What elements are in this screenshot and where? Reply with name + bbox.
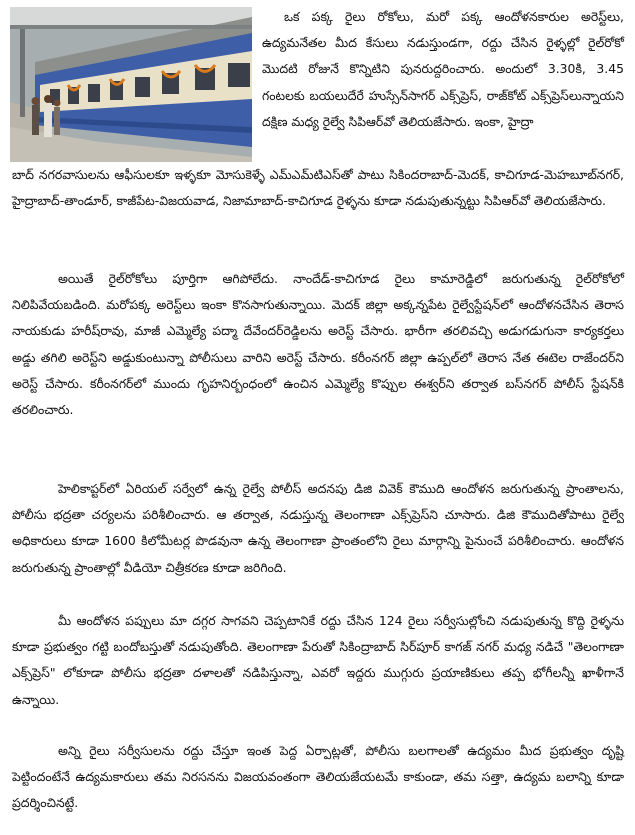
paragraph-2: అయితే రైల్‌రోకోలు పూర్తిగా ఆగిపోలేదు. నాందేడ్-కాచిగూడ రైలు కామారెడ్డిలో జరుగుతున్న రైల్‌రోకోలో నిలిపివేయబడింది. మరోపక్క అరెస్ట్‌లు ఇంకా కొనసాగుతున్నాయి. మెదక్ జిల్లా అక్కన్నపేట రైల్వేస్టేషన్‌లో ఆందోళనచేసిన తెరాస నాయకుడు హరీష్‌రావు, మాజీ ఎమ్మెల్యే పద్మా దేవేందర్‌రెడ్డిలను అరెస్ట్ చేసారు. భారీగా తరలివచ్చి అడుగడుగునా కార్యకర్తలు అడ్డు తగిలి అరెస్ట్‌ని అడ్డుకుంటున్నా పోలీసులు వారిని అరెస్ట్ చేసారు. కరీంనగర్ జిల్లా ఉప్పల్‌లో తెరాస నేత ఈటెల రాజేందర్‌ని అరెస్ట్ చేసారు. కరీంనగర్‌లో ముందు గృహనిర్బంధంలో ఉంచిన ఎమ్మెల్యే కొప్పుల ఈశ్వర్‌ని తర్వాత బస్‌నగర్ పోలీస్ స్టేషన్‌కి తరలించారు. [12,271,624,418]
paragraph-3: హెలికాప్టర్‌లో ఏరియల్ సర్వేలో ఉన్న రైల్వే పోలీస్ అదనపు డిజి వివెక్ కౌముది ఆందోళన జరుగుతున్న ప్రాంతాలను, పోలీసు భద్రతా చర్యలను పరిశీలించారు. ఆ తర్వాత, నడుస్తున్న తెలంగాణా ఎక్స్‌ప్రెస్‌ని చూసారు. డిజి కౌముదితోపాటు రైల్వే అధికారులు కూడా 1600 కిలోమీటర్ల పొడవునా ఉన్న తెలంగాణా ప్రాంతంలోని రైలు మార్గాన్ని పైనుంచే పరిశీలించారు. ఆందోళన జరుగుతున్న ప్రాంతాల్లో వీడియో చిత్రీకరణ కూడా జరిగింది. [12,481,624,575]
train-at-station-icon [10,7,252,162]
paragraph-5: అన్ని రైలు సర్వీసులను రద్దు చేస్తూ ఇంత పెద్ద ఏర్పాట్లతో, పోలీసు బలగాలతో ఉద్యమం మీద ప్రభుత్వం దృష్టి పెట్టిందంటేనే ఉద్యమకారులు తమ నిరసనను విజయవంతంగా తెలియజేయటమే కాకుండా, తమ సత్తా, ఉద్యమ బలాన్ని కూడా ప్రదర్శించినట్టే. [12,743,624,811]
paragraph-4: మీ ఆందోళన పప్పులు మా దగ్గర సాగవని చెప్పటానికే రద్దు చేసిన 124 రైలు సర్వీసుల్లోంచి నడుపుతున్న కొద్ది రైళ్ళను కూడా ప్రభుత్వం గట్టి బందోబస్తుతో నడుపుతోంది. తెలంగాణా పేరుతో సికింద్రాబాద్ సిర్‌పూర్ కాగజ్ నగర్ మధ్య నడిచే "తెలంగాణా ఎక్స్‌ప్రెస్" లోకూడా పోలీసు భద్రతా దళాలతో నడిపిస్తున్నా, ఎవరో ఇద్దరు ముగ్గురు ప్రయాణికులు తప్ప భోగీలన్నీ ఖాళీగానే ఉన్నాయి. [12,613,624,707]
paragraph-1-bottom: బాద్ నగరవాసులను ఆఫీసులకూ ఇళ్ళకూ మోసుకెళ్ళే ఎమ్‌ఎమ్‌టిఎస్‌తో పాటు సికిందరాబాద్-మెదక్, కాచిగూడ-మెహబూబ్‌నగర్, హైద్రాబాద్-తాండూర్, కాజీపేట-విజయవాడ, నిజామాబాద్-కాచిగూడ రైళ్ళను కూడా నడుపుతున్నట్టు సిపిఆర్‌వో తెలియజేసారు. [12,167,624,209]
paragraph-1-top: ఒక పక్క రైలు రోకోలు, మరో పక్క ఆందోళనకారుల అరెస్ట్‌లు, ఉద్యమనేతల మీద కేసులు నడుస్తుండగా, రద్దు చేసిన రైళ్ళల్లో రైల్‌రోకో మొదటి రోజునే కొన్నిటిని పునరుద్దరించారు. అందులో 3.30కి, 3.45 గంటలకు బయలుదేరే హుస్సేన్‌సాగర్ ఎక్స్‌ప్రెస్, రాజ్‌కోట్ ఎక్స్‌ప్రెస్‌లున్నాయని దక్షిణ మధ్య రైల్వే సిపిఆర్‌వో తెలియజేసారు. ఇంకా, హైద్రా [262,9,624,129]
train-photo [10,7,252,162]
